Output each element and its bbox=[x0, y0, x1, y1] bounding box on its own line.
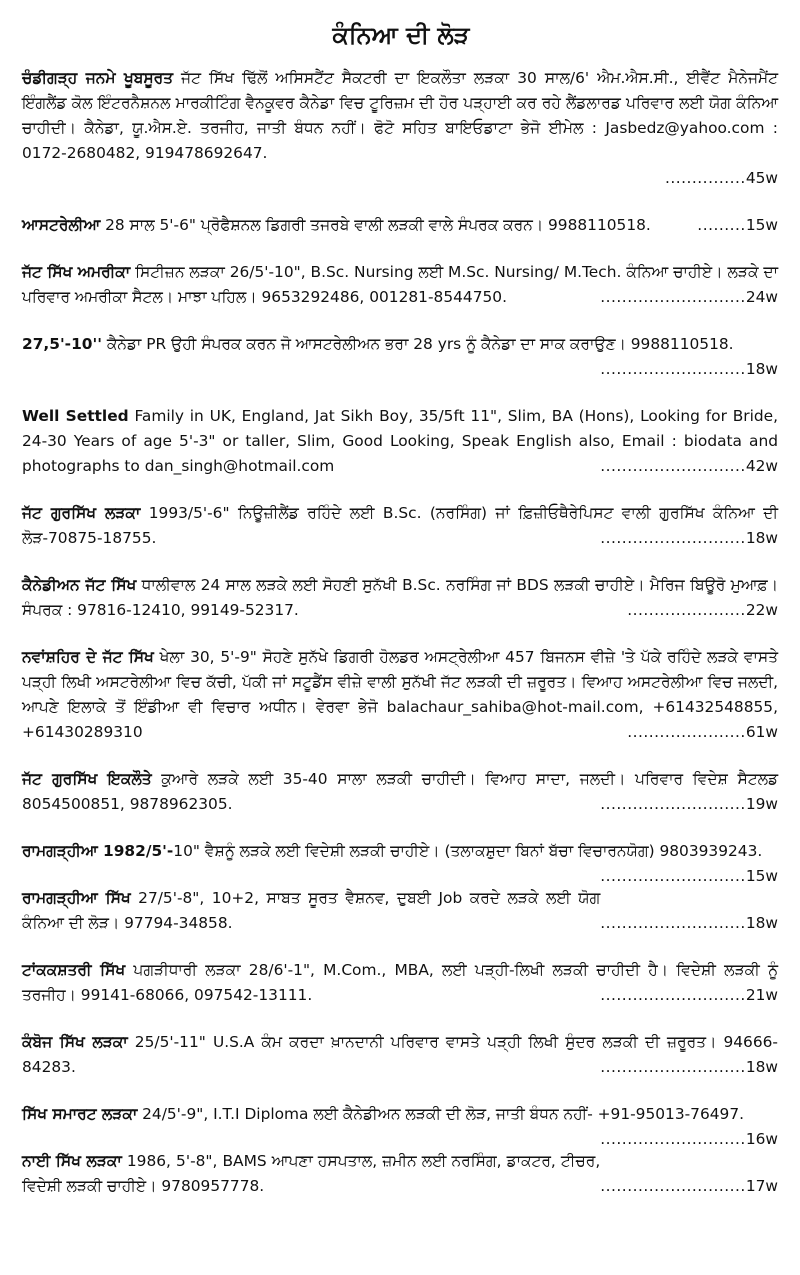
ad-entry bbox=[22, 958, 780, 1008]
ad-rate: 18w bbox=[745, 360, 778, 378]
ad-body: 1986, 5'-8", BAMS ਆਪਣਾ ਹਸਪਤਾਲ, ਜ਼ਮੀਨ ਲਈ ਨਰਸਿੰਗ, ਡਾਕਟਰ, ਟੀਚਰ, ਵਿਦੇਸ਼ੀ ਲੜਕੀ ਚਾਹੀਏ। 9780957778. bbox=[22, 1152, 601, 1195]
ad-lead: ਨਾਈ ਸਿੱਖ ਲੜਕਾ bbox=[22, 1152, 122, 1170]
ad-body: 24/5'-9", I.T.I Diploma ਲਈ ਕੈਨੇਡੀਅਨ ਲੜਕੀ ਦੀ ਲੋੜ, ਜਾਤੀ ਬੰਧਨ ਨਹੀਂ- +91-95013-76497. bbox=[137, 1105, 745, 1123]
ad-dots: ........................... bbox=[600, 986, 746, 1004]
ad-rate: 16w bbox=[745, 1130, 778, 1148]
ad-rate: 19w bbox=[745, 795, 778, 813]
ad-rate: 17w bbox=[745, 1177, 778, 1195]
ad-rate: 24w bbox=[745, 288, 778, 306]
ad-rate-line bbox=[600, 983, 778, 1008]
ad-lead: ਟਾਂਕਕਸ਼ਤਰੀ ਸਿੱਖ bbox=[22, 961, 126, 979]
ad-lead: ਰਾਮਗੜ੍ਹੀਆ 1982/5'- bbox=[22, 842, 174, 860]
ad-dots: ...................... bbox=[627, 601, 746, 619]
ad-dots: ........................... bbox=[600, 529, 746, 547]
ad-dots: ......... bbox=[697, 216, 746, 234]
page-title: ਕੰਨਿਆ ਦੀ ਲੋੜ bbox=[332, 21, 470, 49]
ad-body: ਸਿਟੀਜ਼ਨ ਲੜਕਾ 26/5'-10", B.Sc. Nursing ਲਈ M.Sc. Nursing/ M.Tech. ਕੰਨਿਆ ਚਾਹੀਏ। ਲੜਕੇ ਦਾ ਪਰਿਵਾਰ ਅਮਰੀਕਾ ਸੈਟਲ। ਮਾਝਾ ਪਹਿਲ। 9653292486, 001281-8544750. bbox=[22, 263, 778, 306]
ad-dots: ........................... bbox=[600, 867, 746, 885]
ad-lead: ਸਿੱਖ ਸਮਾਰਟ ਲੜਕਾ bbox=[22, 1105, 138, 1123]
ad-rate-line bbox=[600, 1055, 778, 1080]
ad-rate: 45w bbox=[745, 169, 778, 187]
ad-dots: ........................... bbox=[600, 1058, 746, 1076]
ad-entry bbox=[22, 260, 780, 310]
ad-dots: ........................... bbox=[600, 360, 746, 378]
ad-rate: 18w bbox=[745, 1058, 778, 1076]
ad-dots: ........................... bbox=[600, 1130, 746, 1148]
ad-body: ਖੇਲਾ 30, 5'-9" ਸੋਹਣੇ ਸੁਨੱਖੇ ਡਿਗਰੀ ਹੋਲਡਰ ਅਸਟ੍ਰੇਲੀਆ 457 ਬਿਜਨਸ ਵੀਜ਼ੇ 'ਤੇ ਪੱਕੇ ਰਹਿੰਦੇ ਲੜਕੇ ਵਾਸਤੇ ਪੜ੍ਹੀ ਲਿਖੀ ਅਸਟਰੇਲੀਆ ਵਿਚ ਕੱਚੀ, ਪੱਕੀ ਜਾਂ ਸਟੂਡੈਂਸ ਵੀਜ਼ੇ ਵਾਲੀ ਸੁਨੱਖੀ ਜੱਟ ਲੜਕੀ ਦੀ ਜ਼ਰੂਰਤ। ਵਿਆਹ ਅਸਟਰੇਲੀਆ ਵਿਚ ਜਲਦੀ, ਆਪਣੇ ਇਲਾਕੇ ਤੋਂ ਇੰਡੀਆ ਵੀ ਵਿਚਾਰ ਅਧੀਨ। ਵੇਰਵਾ ਭੇਜੋ balachaur_sahiba@hot-mail.com, +61432548855, +61430289310 bbox=[22, 648, 778, 741]
ad-body: 10" ਵੈਸ਼ਨੂੰ ਲੜਕੇ ਲਈ ਵਿਦੇਸ਼ੀ ਲੜਕੀ ਚਾਹੀਏ। (ਤਲਾਕਸ਼ੁਦਾ ਬਿਨਾਂ ਬੱਚਾ ਵਿਚਾਰਨਯੋਗ) 9803939243. bbox=[173, 842, 763, 860]
ad-rate-line bbox=[600, 454, 778, 479]
ad-body: 25/5'-11" U.S.A ਕੰਮ ਕਰਦਾ ਖ਼ਾਨਦਾਨੀ ਪਰਿਵਾਰ ਵਾਸਤੇ ਪੜ੍ਹੀ ਲਿਖੀ ਸੁੰਦਰ ਲੜਕੀ ਦੀ ਜ਼ਰੂਰਤ। 94666-84283. bbox=[22, 1033, 778, 1076]
ad-lead: Well Settled bbox=[22, 407, 129, 425]
ad-entry bbox=[22, 839, 780, 885]
ad-dots: ........................... bbox=[600, 288, 746, 306]
ad-body: Family in UK, England, Jat Sikh Boy, 35/5ft 11", Slim, BA (Hons), Looking for Bride, 24-30 Years of age 5'-3" or taller, Slim, Good Looking, Speak English also, Email : biodata and photographs to dan_singh@hotmail.com bbox=[22, 407, 779, 475]
ad-body: ਕੈਨੇਡਾ PR ਉਹੀ ਸੰਪਰਕ ਕਰਨ ਜੋ ਆਸਟਰੇਲੀਅਨ ਭਰਾ 28 yrs ਨੂੰ ਕੈਨੇਡਾ ਦਾ ਸਾਕ ਕਰਾਉਣ। 9988110518. bbox=[101, 335, 734, 353]
ad-lead: ਜੱਟ ਸਿੱਖ ਅਮਰੀਕਾ bbox=[22, 263, 131, 281]
ad-lead: ਜੱਟ ਗੁਰਸਿੱਖ ਇਕਲੌਤੇ bbox=[22, 770, 152, 788]
ad-rate: 15w bbox=[745, 216, 778, 234]
ad-body: ਜੱਟ ਸਿੱਖ ਢਿੱਲੋਂ ਅਸਿਸਟੈਂਟ ਸੈਕਟਰੀ ਦਾ ਇਕਲੌਤਾ ਲੜਕਾ 30 ਸਾਲ/6' ਐਮ.ਐਸ.ਸੀ., ਈਵੈਂਟ ਮੈਨੇਜਮੈਂਟ ਇੰਗਲੈਂਡ ਕੋਲ ਇੰਟਰਨੈਸ਼ਨਲ ਮਾਰਕੀਟਿੰਗ ਵੈਨਕੂਵਰ ਕੈਨੇਡਾ ਵਿਚ ਟੂਰਿਜ਼ਮ ਦੀ ਹੋਰ ਪੜ੍ਹਾਈ ਕਰ ਰਹੇ ਲੈਂਡਲਾਰਡ ਪਰਿਵਾਰ ਲਈ ਯੋਗ ਕੰਨਿਆ ਚਾਹੀਦੀ। ਕੈਨੇਡਾ, ਯੂ.ਐਸ.ਏ. ਤਰਜੀਹ, ਜਾਤੀ ਬੰਧਨ ਨਹੀਂ। ਫੋਟੋ ਸਹਿਤ ਬਾਇਓਡਾਟਾ ਭੇਜੋ ਈਮੇਲ : Jasbedz@yahoo.com : 0172-2680482, 919478692647. bbox=[22, 69, 778, 162]
ad-rate: 42w bbox=[745, 457, 778, 475]
ad-body: ਧਾਲੀਵਾਲ 24 ਸਾਲ ਲੜਕੇ ਲਈ ਸੋਹਣੀ ਸੁਨੱਖੀ B.Sc. ਨਰਸਿੰਗ ਜਾਂ BDS ਲੜਕੀ ਚਾਹੀਏ। ਮੈਰਿਜ ਬਿਊਰੋ ਮੁਆਫ਼। ਸੰਪਰਕ : 97816-12410, 99149-52317. bbox=[22, 576, 778, 619]
ad-entry bbox=[22, 332, 780, 382]
ad-rate-line bbox=[627, 720, 778, 745]
ad-entry bbox=[22, 1030, 780, 1080]
ad-rate-line bbox=[600, 792, 778, 817]
ad-lead: ਕੰਬੋਜ ਸਿੱਖ ਲੜਕਾ bbox=[22, 1033, 128, 1051]
ad-lead: ਕੈਨੇਡੀਅਨ ਜੱਟ ਸਿੱਖ bbox=[22, 576, 137, 594]
ad-lead: ਆਸਟਰੇਲੀਆ bbox=[22, 216, 101, 234]
ad-rate: 15w bbox=[745, 867, 778, 885]
ad-dots: ............... bbox=[664, 169, 746, 187]
ad-dots: ........................... bbox=[600, 1177, 746, 1195]
ad-entry bbox=[22, 66, 780, 191]
ad-dots: ...................... bbox=[627, 723, 746, 741]
ad-dots: ........................... bbox=[600, 914, 746, 932]
ad-rate-line bbox=[22, 166, 778, 191]
ad-rate-line bbox=[697, 213, 778, 238]
ad-lead: ਰਾਮਗੜ੍ਹੀਆ ਸਿੱਖ bbox=[22, 889, 131, 907]
ad-rate: 18w bbox=[745, 914, 778, 932]
ad-lead: ਚੰਡੀਗੜ੍ਹ ਜਨਮੇ ਖੂਬਸੂਰਤ bbox=[22, 69, 174, 87]
ad-entry bbox=[22, 501, 780, 551]
ad-lead: 27,5'-10'' bbox=[22, 335, 102, 353]
ad-rate: 21w bbox=[745, 986, 778, 1004]
ad-dots: ........................... bbox=[600, 795, 746, 813]
ad-rate-line bbox=[600, 526, 778, 551]
ad-entry bbox=[22, 1102, 780, 1148]
ad-rate: 61w bbox=[745, 723, 778, 741]
ad-rate-line bbox=[627, 598, 778, 623]
ad-dots: ........................... bbox=[600, 457, 746, 475]
ad-body: 27/5'-8", 10+2, ਸਾਬਤ ਸੂਰਤ ਵੈਸ਼ਨਵ, ਦੁਬਈ Job ਕਰਦੇ ਲੜਕੇ ਲਈ ਯੋਗ ਕੰਨਿਆ ਦੀ ਲੋੜ। 97794-34858. bbox=[22, 889, 601, 932]
ad-entry bbox=[22, 645, 780, 745]
ad-entry bbox=[22, 767, 780, 817]
ad-rate: 22w bbox=[745, 601, 778, 619]
ad-lead: ਜੱਟ ਗੁਰਸਿੱਖ ਲੜਕਾ bbox=[22, 504, 141, 522]
ad-body: 28 ਸਾਲ 5'-6" ਪ੍ਰੋਫੈਸ਼ਨਲ ਡਿਗਰੀ ਤਜਰਬੇ ਵਾਲੀ ਲੜਕੀ ਵਾਲੇ ਸੰਪਰਕ ਕਰਨ। 9988110518. bbox=[100, 216, 651, 234]
ad-body: 1993/5'-6" ਨਿਊਜ਼ੀਲੈਂਡ ਰਹਿੰਦੇ ਲਈ B.Sc. (ਨਰਸਿੰਗ) ਜਾਂ ਫ਼ਿਜ਼ੀਓਥੈਰੇਪਿਸਟ ਵਾਲੀ ਗੁਰਸਿੱਖ ਕੰਨਿਆ ਦੀ ਲੋੜ-70875-18755. bbox=[22, 504, 778, 547]
ad-lead: ਨਵਾਂਸ਼ਹਿਰ ਦੇ ਜੱਟ ਸਿੱਖ bbox=[22, 648, 154, 666]
ad-entry bbox=[22, 404, 780, 479]
ad-rate-line bbox=[600, 1174, 778, 1199]
ad-rate-line bbox=[22, 357, 778, 382]
ad-entry bbox=[22, 1149, 780, 1199]
ad-body: ਪਗੜੀਧਾਰੀ ਲੜਕਾ 28/6'-1", M.Com., MBA, ਲਈ ਪੜ੍ਹੀ-ਲਿਖੀ ਲੜਕੀ ਚਾਹੀਦੀ ਹੈ। ਵਿਦੇਸ਼ੀ ਲੜਕੀ ਨੂੰ ਤਰਜੀਹ। 99141-68066, 097542-13111. bbox=[22, 961, 778, 1004]
ad-rate-line bbox=[600, 285, 778, 310]
ad-entry bbox=[22, 573, 780, 623]
ad-entry bbox=[22, 886, 780, 936]
ads-list bbox=[22, 66, 780, 1199]
ad-rate-line bbox=[600, 911, 778, 936]
ad-rate: 18w bbox=[745, 529, 778, 547]
ad-entry bbox=[22, 213, 780, 238]
ad-body: ਕੁਆਰੇ ਲੜਕੇ ਲਈ 35-40 ਸਾਲਾ ਲੜਕੀ ਚਾਹੀਦੀ। ਵਿਆਹ ਸਾਦਾ, ਜਲਦੀ। ਪਰਿਵਾਰ ਵਿਦੇਸ਼ ਸੈਟਲਡ 8054500851, 9878962305. bbox=[22, 770, 778, 813]
